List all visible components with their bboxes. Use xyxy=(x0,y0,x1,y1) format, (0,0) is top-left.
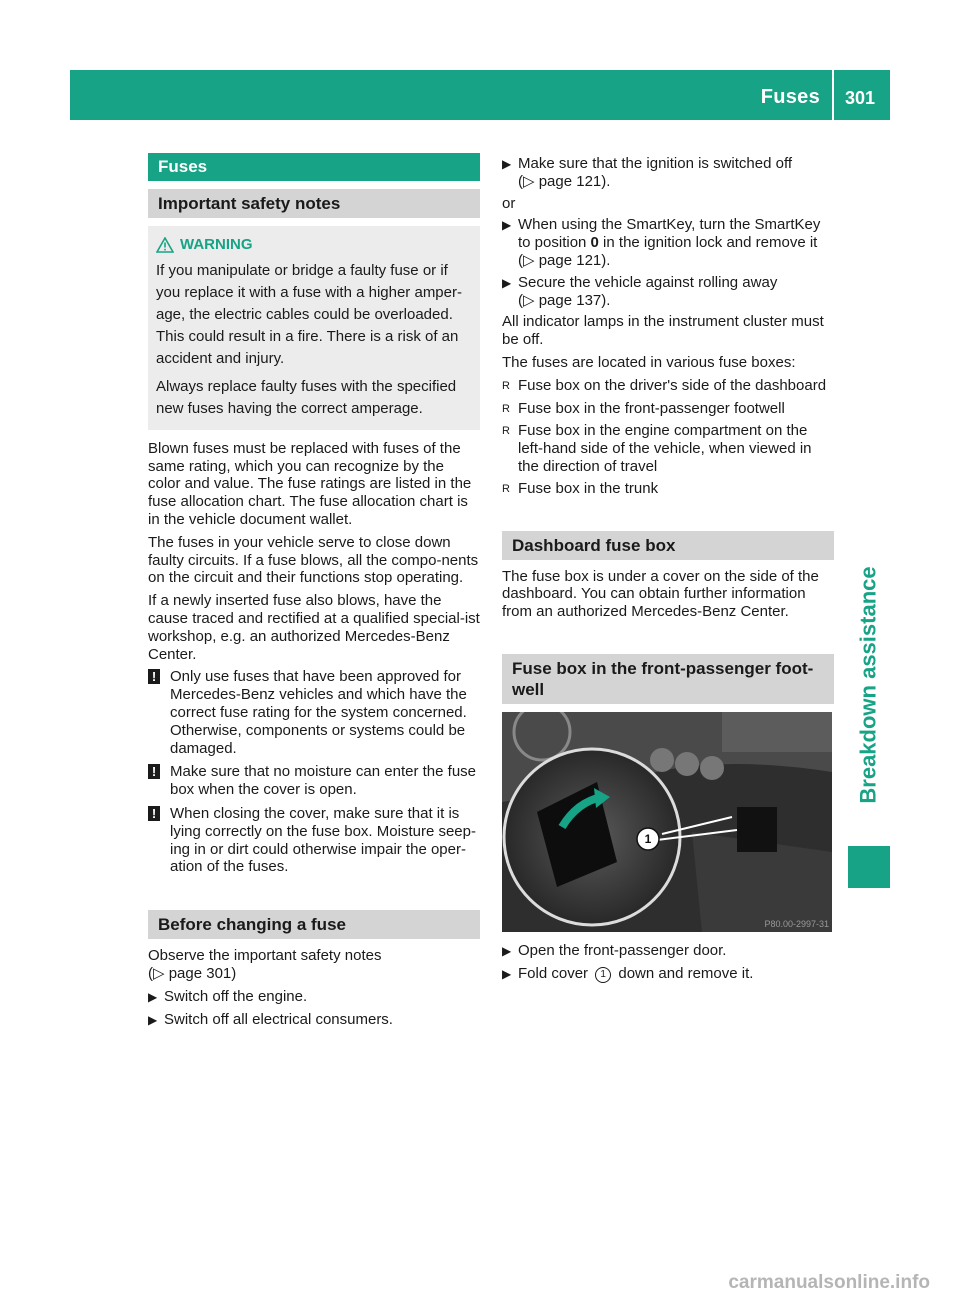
instruction-step xyxy=(502,216,834,269)
warning-label: WARNING xyxy=(180,236,253,253)
step-arrow-icon: ▶ xyxy=(148,989,158,1004)
bullet-icon: R xyxy=(502,482,510,495)
instruction-step xyxy=(502,155,834,191)
step-text: Switch off all electrical consumers. xyxy=(164,1010,393,1028)
exclamation-icon: ! xyxy=(148,669,160,684)
caution-note xyxy=(148,763,480,799)
chapter-tab-label: Breakdown assistance xyxy=(856,566,882,804)
step-arrow-icon: ▶ xyxy=(502,943,512,958)
bullet-icon: R xyxy=(502,425,510,438)
instruction-step xyxy=(148,988,480,1007)
body-paragraph: The fuses in your vehicle serve to close down faulty circuits. If a fuse blows, all the compo-nents on the circuit and their functions stop operating. xyxy=(148,533,479,587)
step-text xyxy=(518,274,777,310)
step-text: Open the front-passenger door. xyxy=(518,941,727,959)
watermark: carmanualsonline.info xyxy=(728,1272,930,1293)
header-separator xyxy=(832,70,834,120)
instruction-step xyxy=(502,274,834,310)
step-arrow-icon: ▶ xyxy=(502,966,512,981)
step-text-line: Make sure that the ignition is switched off xyxy=(518,155,793,172)
list-item-text: Fuse box in the engine compartment on the left-hand side of the vehicle, when viewed in the direction of travel xyxy=(518,422,812,475)
left-column xyxy=(148,153,480,1033)
exclamation-icon: ! xyxy=(148,806,160,821)
list-item xyxy=(502,400,834,419)
step-arrow-icon: ▶ xyxy=(502,275,512,290)
subsection-title: Important safety notes xyxy=(148,189,480,218)
subsection-title: Before changing a fuse xyxy=(148,910,480,939)
step-text-line: When using the SmartKey, turn the SmartKey to position xyxy=(518,216,821,252)
page-reference: (▷ page 137). xyxy=(518,291,611,309)
instruction-step xyxy=(502,965,834,984)
photo-code: P80.00-2997-31 xyxy=(764,918,829,929)
warning-text: Always replace faulty fuses with the specified new fuses having the correct amperage. xyxy=(156,377,457,417)
instruction-step xyxy=(502,942,834,961)
callout-number: 1 xyxy=(644,831,652,846)
step-text-line: in the ignition lock and remove it xyxy=(598,234,818,252)
subsection-title: Fuse box in the front-passenger foot-well xyxy=(502,654,834,704)
subsection-title: Dashboard fuse box xyxy=(502,531,834,560)
warning-triangle-icon xyxy=(156,237,174,253)
body-paragraph: The fuses are located in various fuse boxes: xyxy=(502,353,796,371)
instruction-step xyxy=(148,1011,480,1030)
or-label: or xyxy=(502,194,516,212)
note-text: Only use fuses that have been approved for Mercedes-Benz vehicles and which have the correct fuse rating for the system concerned. Otherwise, components or systems could be damaged. xyxy=(170,668,467,757)
step-arrow-icon: ▶ xyxy=(502,218,512,233)
page-reference: (▷ page 121). xyxy=(518,251,611,269)
body-paragraph: If a newly inserted fuse also blows, have the cause traced and rectified at a qualified special-ist workshop, e.g. an authorized Mercedes-Benz Center. xyxy=(148,592,480,663)
chapter-marker xyxy=(848,846,890,888)
list-item-text: Fuse box in the trunk xyxy=(518,479,659,497)
list-item-text: Fuse box on the driver's side of the dashboard xyxy=(518,376,827,394)
exclamation-icon: ! xyxy=(148,764,160,779)
step-text-line: Secure the vehicle against rolling away xyxy=(518,273,778,291)
step-text xyxy=(518,216,834,269)
body-paragraph: Blown fuses must be replaced with fuses of the same rating, which you can recognize by the color and value. The fuse ratings are listed in the fuse allocation chart. The fuse allocation chart is in the vehicle document wallet. xyxy=(148,439,472,528)
list-item xyxy=(502,480,834,499)
step-arrow-icon: ▶ xyxy=(502,157,512,171)
fuse-box-photo xyxy=(502,712,832,932)
ignition-position: 0 xyxy=(590,234,599,252)
list-item-text: Fuse box in the front-passenger footwell xyxy=(518,399,785,417)
caution-note xyxy=(148,805,480,876)
page-reference: (▷ page 121). xyxy=(518,172,611,190)
chapter-tab xyxy=(848,560,890,810)
warning-box xyxy=(148,226,480,430)
step-text xyxy=(518,155,792,191)
right-column xyxy=(502,153,834,988)
step-text-line: down and remove it. xyxy=(614,964,754,982)
note-text: Make sure that no moisture can enter the fuse box when the cover is open. xyxy=(170,763,476,799)
step-text xyxy=(518,965,753,984)
caution-note xyxy=(148,668,480,757)
step-text-line: Fold cover xyxy=(518,964,593,982)
section-title: Fuses xyxy=(148,153,480,181)
body-paragraph: The fuse box is under a cover on the side of the dashboard. You can obtain further information from an authorized Mercedes-Benz Center. xyxy=(502,567,819,621)
step-text: Switch off the engine. xyxy=(164,987,308,1005)
note-text: When closing the cover, make sure that it is lying correctly on the fuse box. Moisture seep-ing in or dirt could otherwise impair the oper-ation of the fuses. xyxy=(170,804,476,876)
step-arrow-icon: ▶ xyxy=(148,1012,158,1027)
page-reference: (▷ page 301) xyxy=(148,964,237,982)
body-paragraph: All indicator lamps in the instrument cluster must be off. xyxy=(502,313,824,349)
bullet-icon: R xyxy=(502,402,510,415)
list-item xyxy=(502,422,834,475)
page-number: 301 xyxy=(845,88,876,108)
body-paragraph: Observe the important safety notes xyxy=(148,947,382,965)
list-item xyxy=(502,377,834,396)
callout-number: 1 xyxy=(595,967,611,983)
page-title: Fuses xyxy=(760,86,820,108)
warning-text: If you manipulate or bridge a faulty fuse or if you replace it with a fuse with a higher amper-age, the electric cables could be overloaded. This could result in a fire. There is a risk of an accident and injury. xyxy=(156,261,462,367)
warning-heading xyxy=(156,236,470,254)
bullet-icon: R xyxy=(502,379,510,392)
